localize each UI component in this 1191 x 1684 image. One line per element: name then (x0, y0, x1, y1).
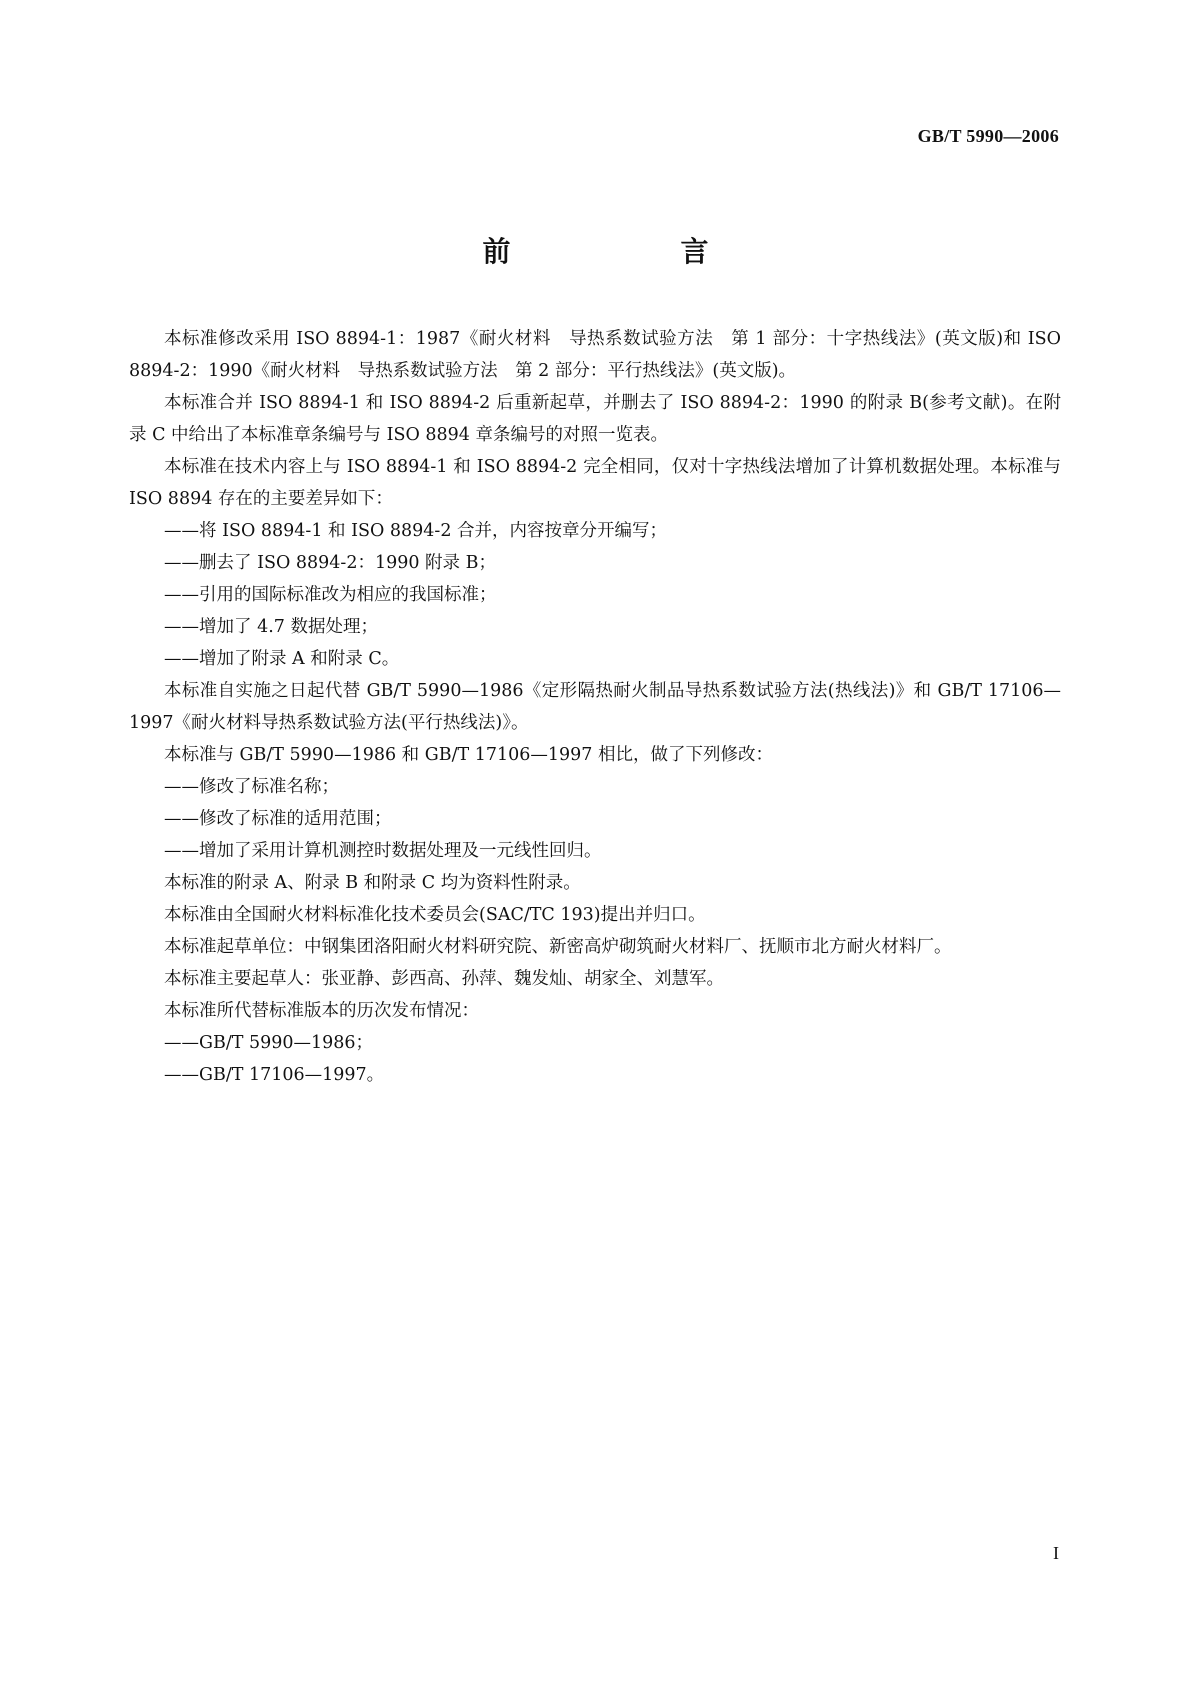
list-item: ——引用的国际标准改为相应的我国标准； (164, 585, 497, 605)
list-item: ——将 ISO 8894-1 和 ISO 8894-2 合并，内容按章分开编写； (164, 521, 668, 541)
page-number: I (1053, 1543, 1059, 1563)
paragraph: 本标准的附录 A、附录 B 和附录 C 均为资料性附录。 (164, 873, 581, 893)
paragraph: 本标准与 GB/T 5990—1986 和 GB/T 17106—1997 相比，做了下列修改： (164, 745, 773, 765)
list-item: ——增加了 4.7 数据处理； (164, 617, 378, 637)
preface-body (129, 323, 1061, 1091)
list-item: ——修改了标准的适用范围； (164, 809, 392, 829)
list-item: ——增加了附录 A 和附录 C。 (164, 649, 400, 669)
standard-code: GB/T 5990—2006 (917, 126, 1059, 146)
list-item: ——修改了标准名称； (164, 777, 339, 797)
list-item: ——删去了 ISO 8894-2：1990 附录 B； (164, 553, 496, 573)
paragraph: 本标准合并 ISO 8894-1 和 ISO 8894-2 后重新起草，并删去了 ISO 8894-2：1990 的附录 B(参考文献)。在附录 C 中给出了本标准章条编号与 ISO 8894 章条编号的对照一览表。 (129, 393, 1061, 445)
paragraph: 本标准所代替标准版本的历次发布情况： (164, 1001, 479, 1021)
list-item: ——增加了采用计算机测控时数据处理及一元线性回归。 (164, 841, 602, 861)
paragraph: 本标准修改采用 ISO 8894-1：1987《耐火材料 导热系数试验方法 第 1 部分：十字热线法》(英文版)和 ISO 8894-2：1990《耐火材料 导热系数试验方法 第 2 部分：平行热线法》(英文版)。 (129, 329, 1061, 381)
list-item: ——GB/T 17106—1997。 (164, 1065, 385, 1085)
paragraph: 本标准起草单位：中钢集团洛阳耐火材料研究院、新密高炉砌筑耐火材料厂、抚顺市北方耐火材料厂。 (164, 937, 952, 957)
paragraph: 本标准主要起草人：张亚静、彭西高、孙萍、魏发灿、胡家全、刘慧军。 (164, 969, 724, 989)
paragraph: 本标准自实施之日起代替 GB/T 5990—1986《定形隔热耐火制品导热系数试验方法(热线法)》和 GB/T 17106—1997《耐火材料导热系数试验方法(平行热线法)》。 (129, 681, 1061, 733)
list-item: ——GB/T 5990—1986； (164, 1033, 374, 1053)
paragraph: 本标准在技术内容上与 ISO 8894-1 和 ISO 8894-2 完全相同，仅对十字热线法增加了计算机数据处理。本标准与 ISO 8894 存在的主要差异如下： (129, 457, 1061, 509)
paragraph: 本标准由全国耐火材料标准化技术委员会(SAC/TC 193)提出并归口。 (164, 905, 706, 925)
page-title: 前 言 (482, 235, 747, 268)
